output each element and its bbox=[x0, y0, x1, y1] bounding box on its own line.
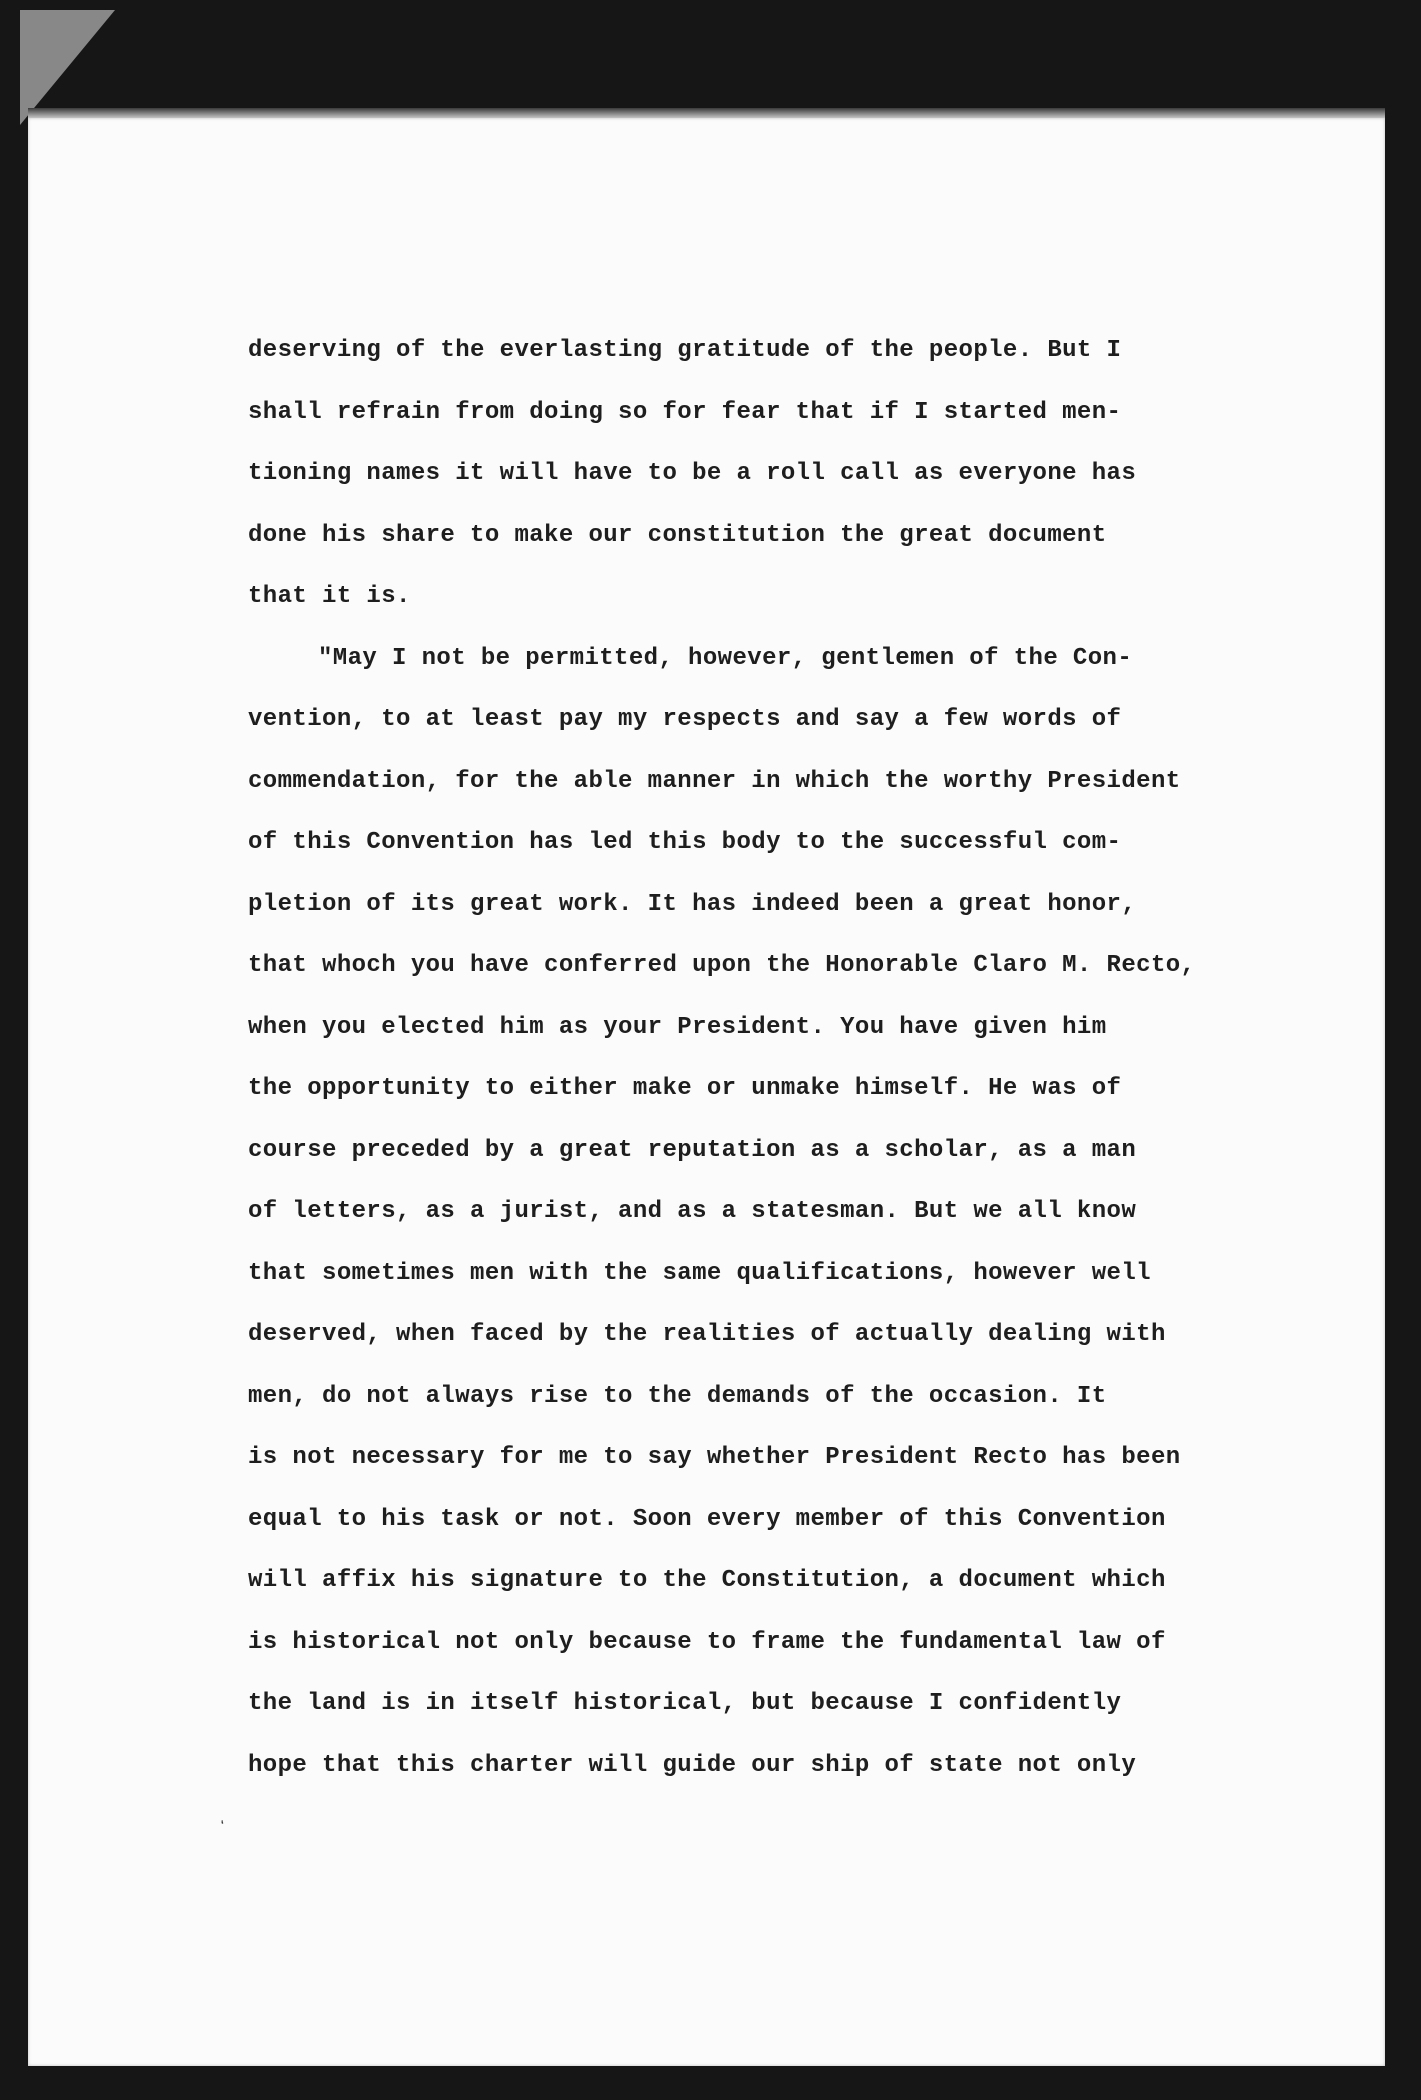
text-line: commendation, for the able manner in which the worthy President bbox=[248, 767, 1181, 795]
text-line: deserving of the everlasting gratitude of the people. But I bbox=[248, 337, 1122, 364]
text-line: the land is in itself historical, but because I confidently bbox=[248, 1690, 1122, 1717]
text-line: done his share to make our constitution the great document bbox=[248, 521, 1107, 549]
text-line: of letters, as a jurist, and as a statesman. But we all know bbox=[248, 1198, 1137, 1225]
text-line: vention, to at least pay my respects and say a few words of bbox=[248, 706, 1122, 733]
text-line: pletion of its great work. It has indeed been a great honor, bbox=[248, 890, 1137, 918]
text-line: hope that this charter will guide our ship of state not only bbox=[248, 1751, 1137, 1779]
text-line: deserved, when faced by the realities of actually dealing with bbox=[248, 1321, 1166, 1348]
text-line: is historical not only because to frame the fundamental law of bbox=[248, 1628, 1166, 1656]
text-line: will affix his signature to the Constitution, a document which bbox=[248, 1567, 1166, 1594]
text-line: that whoch you have conferred upon the Honorable Claro M. Recto, bbox=[248, 952, 1196, 979]
text-line: tioning names it will have to be a roll call as everyone has bbox=[248, 460, 1137, 487]
text-line: that it is. bbox=[248, 583, 411, 610]
text-line: course preceded by a great reputation as a scholar, as a man bbox=[248, 1136, 1137, 1164]
text-line: is not necessary for me to say whether President Recto has been bbox=[248, 1444, 1181, 1471]
text-line: equal to his task or not. Soon every member of this Convention bbox=[248, 1505, 1166, 1533]
text-line: men, do not always rise to the demands of the occasion. It bbox=[248, 1382, 1107, 1410]
text-line: when you elected him as your President. You have given him bbox=[248, 1013, 1107, 1041]
text-line: shall refrain from doing so for fear that if I started men- bbox=[248, 398, 1122, 426]
text-line: "May I not be permitted, however, gentlemen of the Con- bbox=[318, 644, 1133, 672]
body-text bbox=[248, 320, 1248, 1796]
margin-mark: ‘ bbox=[218, 1817, 230, 1835]
text-line: that sometimes men with the same qualifications, however well bbox=[248, 1259, 1151, 1287]
text-line: the opportunity to either make or unmake himself. He was of bbox=[248, 1075, 1122, 1102]
text-line: of this Convention has led this body to the successful com- bbox=[248, 829, 1122, 856]
